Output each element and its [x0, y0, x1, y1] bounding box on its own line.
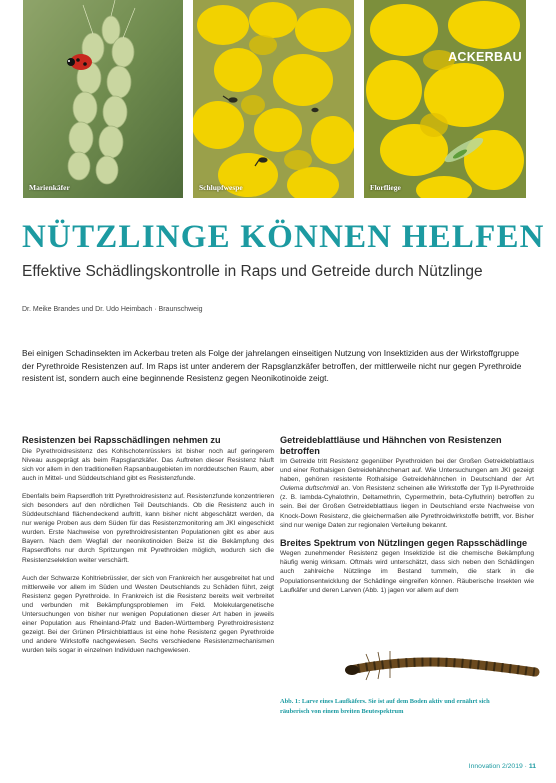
right-column	[280, 435, 534, 595]
photo-caption: Florfliege	[370, 183, 401, 192]
body-paragraph: Die Pyrethroidresistenz des Kohlschotenrüsslers ist bisher noch auf geringerem Niveau ausgeprägt als beim Rapsglanzkäfer. Das Auftreten dieser Resistenz häuft sich vor allem in den traditionellen Rapsanbaugebieten im norddeutschen Raum, aber auch in Mittel- und Süddeutschland gibt es Resistenzfunde.	[22, 447, 274, 482]
ground-beetle-larva-image	[340, 642, 540, 692]
body-paragraph: Ebenfalls beim Rapserdfloh tritt Pyrethroidresistenz auf. Resistenzfunde konzentrieren sich besonders auf den nördlichen Teil Deutschlands. Ob die Resistenz auch in Süddeutschland flächendeckend auftritt, kann bisher nicht abgeschätzt werden, da nur wenige Proben aus dem Süden für das Resistenzmonitoring am JKI eingeschickt wurden. Erste Nachweise von pyrethroidresistenten Populationen gibt es aber aus Bayern. Nach dem Wegfall der neonikotinoiden Beize ist die Bekämpfung des Rapserdflohs nur durch Spritzungen mit Pyrethroiden möglich, wodurch sich die Resistenzselektion weiter verschärft.	[22, 492, 274, 564]
page-number: 11	[528, 763, 536, 770]
photo-ladybird	[23, 0, 183, 198]
body-paragraph: Wegen zunehmender Resistenz gegen Insektizide ist die chemische Bekämpfung häufig wenig wirksam. Oftmals wird unterschätzt, dass sich neben den Schädlingen auch zahlreiche Nützlinge im Bestand tummeln, die stark in die Populationsentwicklung der Schädlinge eingreifen können. Räuberische Insekten wie Laufkäfer und deren Larven (Abb. 1) jagen vor allem auf dem	[280, 550, 534, 594]
section-heading: Getreideblattläuse und Hähnchen von Resistenzen betroffen	[280, 435, 502, 456]
authors-line: Dr. Meike Brandes und Dr. Udo Heimbach · Braunschweig	[22, 306, 203, 313]
photo-parasitoid-wasp	[193, 0, 354, 198]
photo-lacewing	[364, 0, 526, 198]
article-subtitle: Effektive Schädlingskontrolle in Raps und Getreide durch Nützlinge	[22, 263, 483, 280]
issue-label: Innovation 2/2019	[468, 763, 523, 770]
section-heading: Breites Spektrum von Nützlingen gegen Rapsschädlinge	[280, 537, 528, 548]
intro-paragraph: Bei einigen Schadinsekten im Ackerbau treten als Folge der jahrelangen einseitigen Nutzung von Insektiziden aus der Wirkstoffgruppe der Pyrethroide Resistenzen auf. Im Raps ist unter anderem der Rapsglanzkäfer betroffen, der mittlerweile nicht nur gegen Pyrethroide resistent ist, sondern auch eine beginnende Resistenz gegen Neonikotinoide zeigt.	[22, 348, 522, 383]
body-paragraph: Im Getreide tritt Resistenz gegenüber Pyrethroiden bei der Großen Getreideblattlaus und einer Rothalsigen Getreidehähnchenart auf. Wie Untersuchungen am JKI gezeigt haben, gehören resistente Rothalsige Getreidehähnchen in Deutschland der Art Oulema duftschmidi an. Von Resistenz scheinen alle Wirkstoffe der Typ II-Pyrethroide (z. B. lambda-Cyhalothrin, Deltamethrin, Cypermethrin, beta-Cyfluthrin) betroffen zu sein. Bei der Großen Getreideblattlaus liegen in Deutschland erste Nachweise von Knock-Down Resistenz, die gleichermaßen alle Pyrethroidwirkstoffe betrifft, vor. Bisher sind nur wenige Daten zur regionalen Verteilung bekannt.	[280, 458, 534, 529]
body-paragraph: Auch der Schwarze Kohltriebrüssler, der sich von Frankreich her ausgebreitet hat und mittlerweile vor allem im Süden und Westen Deutschlands zu Schäden führt, zeigt Resistenz gegen Pyrethroide. In Frankreich ist die Resistenz bereits weit verbreitet und verbunden mit Bekämpfungsproblemen im Feld. Molekulargenetische Untersuchungen von bisher nur wenigen Populationen dieser Art haben in jeweils einer Population aus Rheinland-Pfalz und Baden-Württemberg Pyrethroidresistenz gezeigt. Bei der Grünen Pfirsichblattlaus ist eine hohe Resistenz gegen Pyrethroide und andere Wirkstoffe nachgewiesen. Sechs verschiedene Resistenzmechanismen wurden teils sogar in einzelnen Individuen nachgewiesen.	[22, 574, 274, 655]
photo-caption: Marienkäfer	[29, 183, 70, 192]
article-title: NÜTZLINGE KÖNNEN HELFEN	[22, 219, 545, 255]
section-tag: ACKERBAU	[448, 50, 522, 64]
left-column	[22, 435, 274, 655]
figure-caption: Abb. 1: Larve eines Laufkäfers. Sie ist auf dem Boden aktiv und ernährt sich räuberisch von einem breiten Beutespektrum	[280, 698, 490, 715]
species-name: Oulema duftschmidi	[280, 485, 339, 493]
section-heading: Resistenzen bei Rapsschädlingen nehmen zu	[22, 435, 221, 445]
photo-caption: Schlupfwespe	[199, 183, 243, 192]
page-footer: Innovation 2/2019 · 11	[468, 763, 536, 770]
